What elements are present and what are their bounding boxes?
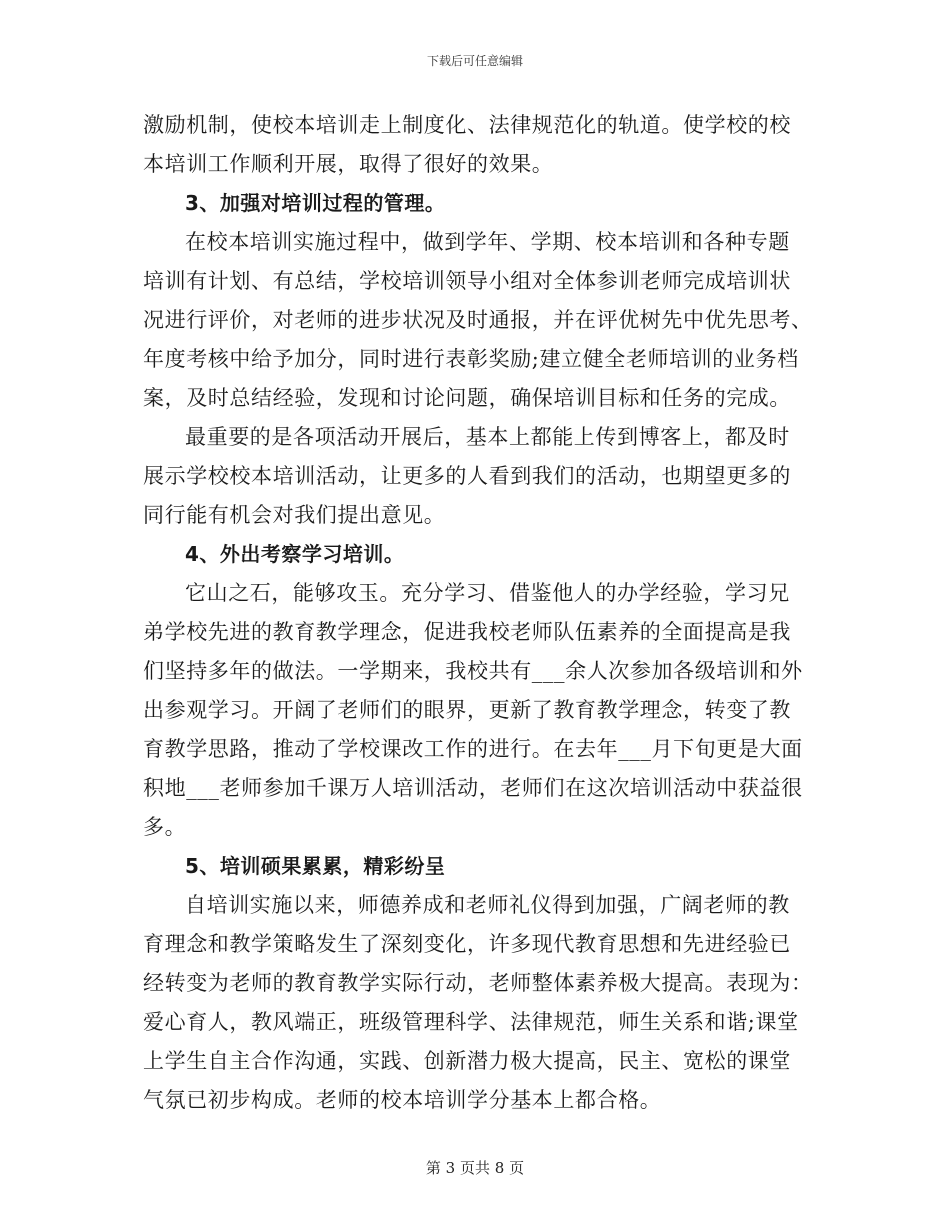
paragraph-line: 展示学校校本培训活动，让更多的人看到我们的活动，也期望更多的 [143, 464, 791, 488]
paragraph-line: 案，及时总结经验，发现和讨论问题，确保培训目标和任务的完成。 [143, 386, 791, 410]
paragraph-line: 激励机制，使校本培训走上制度化、法律规范化的轨道。使学校的校 [143, 113, 791, 137]
paragraph-line: 同行能有机会对我们提出意见。 [143, 503, 446, 527]
paragraph-line: 它山之石，能够攻玉。充分学习、借鉴他人的办学经验，学习兄 [185, 581, 790, 605]
section-heading: 4、外出考察学习培训。 [185, 542, 405, 566]
paragraph-line: 气氛已初步构成。老师的校本培训学分基本上都合格。 [143, 1088, 662, 1112]
paragraph-line: 最重要的是各项活动开展后，基本上都能上传到博客上，都及时 [185, 425, 790, 449]
paragraph-line: 们坚持多年的做法。一学期来，我校共有___余人次参加各级培训和外 [143, 659, 803, 683]
paragraph-line: 本培训工作顺利开展，取得了很好的效果。 [143, 152, 554, 176]
paragraph-line: 弟学校先进的教育教学理念，促进我校老师队伍素养的全面提高是我 [143, 620, 791, 644]
paragraph-line: 积地___老师参加千课万人培训活动，老师们在这次培训活动中获益很 [143, 776, 803, 800]
document-body [143, 106, 813, 1120]
section-heading: 5、培训硕果累累，精彩纷呈 [185, 854, 446, 878]
paragraph-line: 上学生自主合作沟通，实践、创新潜力极大提高，民主、宽松的课堂 [143, 1049, 791, 1073]
paragraph-line: 培训有计划、有总结，学校培训领导小组对全体参训老师完成培训状 [143, 269, 791, 293]
paragraph-line: 经转变为老师的教育教学实际行动，老师整体素养极大提高。表现为： [143, 971, 813, 995]
paragraph-line: 出参观学习。开阔了老师们的眼界，更新了教育教学理念，转变了教 [143, 698, 791, 722]
paragraph-line: 在校本培训实施过程中，做到学年、学期、校本培训和各种专题 [185, 230, 790, 254]
paragraph-line: 育理念和教学策略发生了深刻变化，许多现代教育思想和先进经验已 [143, 932, 791, 956]
paragraph-line: 多。 [143, 815, 187, 839]
paragraph-line: 育教学思路，推动了学校课改工作的进行。在去年___月下旬更是大面 [143, 737, 803, 761]
section-heading: 3、加强对培训过程的管理。 [185, 191, 446, 215]
page-header: 下载后可任意编辑 [426, 54, 523, 68]
paragraph-line: 自培训实施以来，师德养成和老师礼仪得到加强，广阔老师的教 [185, 893, 790, 917]
paragraph-line: 爱心育人，教风端正，班级管理科学、法律规范，师生关系和谐;课堂 [143, 1010, 799, 1034]
paragraph-line: 况进行评价，对老师的进步状况及时通报，并在评优树先中优先思考、 [143, 308, 813, 332]
page-footer: 第 3 页共 8 页 [425, 1159, 525, 1177]
paragraph-line: 年度考核中给予加分，同时进行表彰奖励;建立健全老师培训的业务档 [143, 347, 799, 371]
